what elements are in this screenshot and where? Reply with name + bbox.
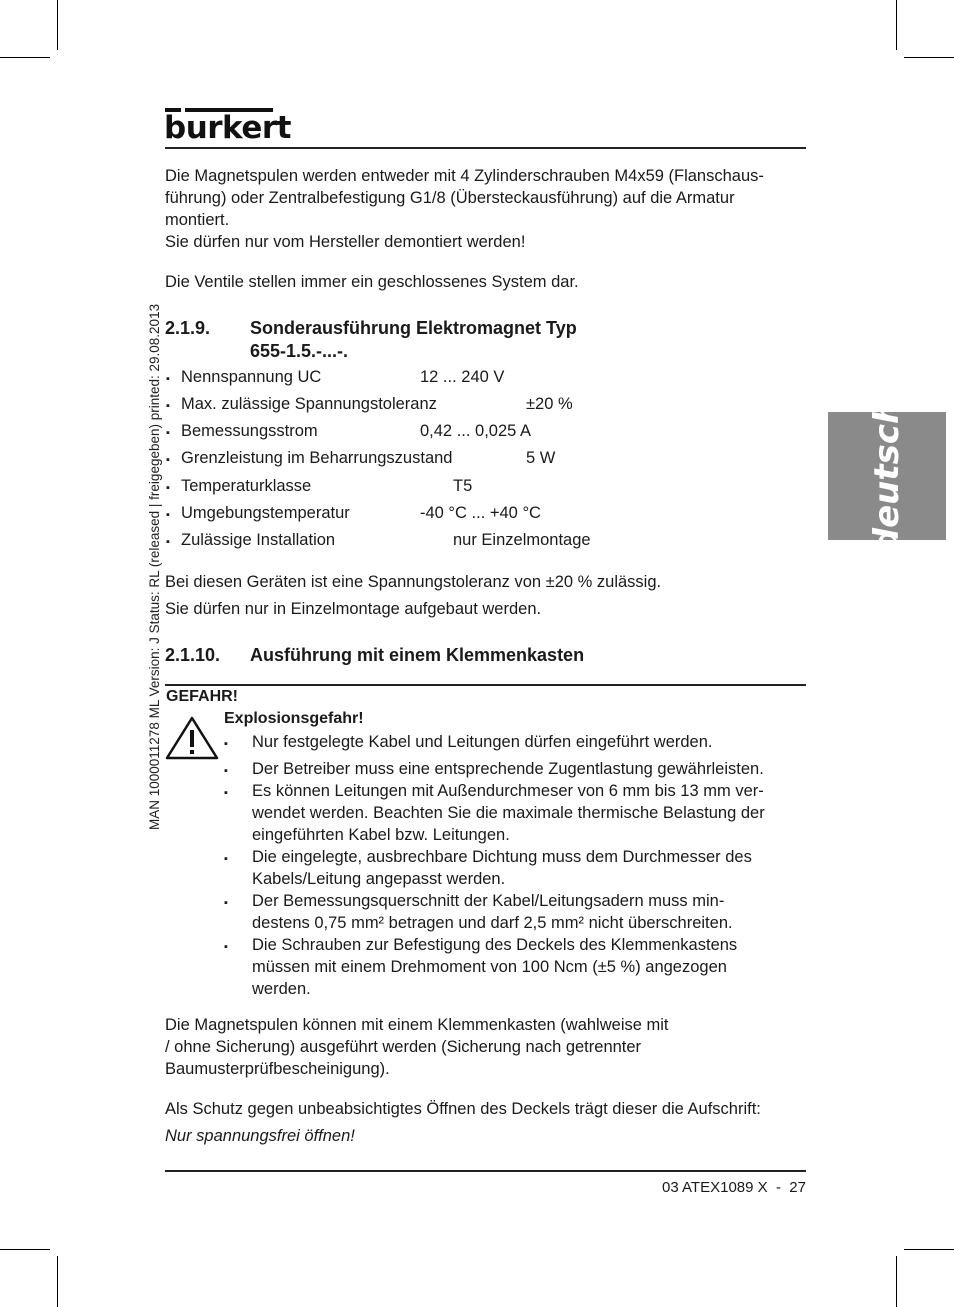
warning-label: GEFAHR! [166, 688, 238, 705]
warning-title: Explosionsgefahr! [224, 710, 364, 727]
spec-label: Grenzleistung im Beharrungszustand [181, 449, 453, 467]
body-line: / ohne Sicherung) ausgeführt werden (Sicherung nach getrennter [165, 1038, 642, 1056]
spec-value: 12 ... 240 V [420, 368, 505, 386]
footer-rule [165, 1170, 806, 1172]
intro-paragraph: Die Ventile stellen immer ein geschlossenes System dar. [165, 273, 579, 291]
logo-text: burkert [164, 110, 291, 146]
header-rule [165, 147, 806, 149]
spec-label: Nennspannung UC [181, 368, 322, 386]
warning-item-line: Es können Leitungen mit Außendurchmeser von 6 mm bis 13 mm ver- [252, 782, 764, 800]
spec-value: 5 W [526, 449, 556, 467]
section-number: 2.1.10. [165, 645, 221, 665]
language-tab [828, 399, 946, 553]
spec-label: Max. zulässige Spannungstoleranz [181, 395, 437, 413]
spec-value: T5 [453, 477, 473, 495]
warning-item-line: wendet werden. Beachten Sie die maximale thermische Belastung der [252, 804, 765, 822]
crop-mark [0, 1249, 50, 1250]
section-note: Sie dürfen nur in Einzelmontage aufgebaut werden. [165, 600, 542, 618]
inscription-text: Nur spannungsfrei öffnen! [165, 1127, 355, 1145]
intro-line: Die Magnetspulen werden entweder mit 4 Zylinderschrauben M4x59 (Flanschaus- [165, 167, 764, 185]
section-note: Bei diesen Geräten ist eine Spannungstoleranz von ±20 % zulässig. [165, 573, 662, 591]
crop-mark [0, 57, 50, 58]
body-line: Baumusterprüfbescheinigung). [165, 1060, 390, 1078]
warning-item-line: Die Schrauben zur Befestigung des Deckels des Klemmenkastens [252, 936, 738, 954]
warning-item-line: werden. [252, 980, 311, 998]
crop-mark [896, 0, 897, 50]
spec-label: Umgebungstemperatur [181, 504, 350, 522]
body-line: Die Magnetspulen können mit einem Klemmenkasten (wahlweise mit [165, 1016, 669, 1034]
margin-note: MAN 1000011278 ML Version: J Status: RL (released | freigegeben) printed: 29.08.2013 [147, 303, 162, 830]
spec-value: ±20 % [526, 395, 573, 413]
warning-item-line: Nur festgelegte Kabel und Leitungen dürfen eingeführt werden. [252, 733, 713, 751]
spec-label: Zulässige Installation [181, 531, 336, 549]
spec-label: Temperaturklasse [181, 477, 312, 495]
section-number: 2.1.9. [165, 318, 211, 338]
intro-line: montiert. [165, 211, 230, 229]
warning-item-line: destens 0,75 mm² betragen und darf 2,5 mm² nicht überschreiten. [252, 914, 733, 932]
section-title: 655-1.5.-...-. [250, 341, 349, 361]
spec-value: 0,42 ... 0,025 A [420, 422, 532, 440]
warning-item-line: eingeführten Kabel bzw. Leitungen. [252, 826, 510, 844]
section-title: Ausführung mit einem Klemmenkasten [250, 645, 585, 665]
language-tab-label: deutsch [867, 399, 907, 553]
intro-line: führung) oder Zentralbefestigung G1/8 (Übersteckausführung) auf die Armatur [165, 189, 735, 207]
spec-value: nur Einzelmontage [453, 531, 591, 549]
warning-item-line: Der Betreiber muss eine entsprechende Zugentlastung gewährleisten. [252, 760, 764, 778]
crop-mark [896, 1256, 897, 1307]
intro-line: Sie dürfen nur vom Hersteller demontiert werden! [165, 233, 526, 251]
crop-mark [57, 0, 58, 50]
warning-item-line: Die eingelegte, ausbrechbare Dichtung muss dem Durchmesser des [252, 848, 752, 866]
crop-mark [904, 57, 954, 58]
crop-mark [904, 1249, 954, 1250]
warning-rule [165, 684, 806, 686]
footer-text: 03 ATEX1089 X - 27 [662, 1179, 806, 1196]
warning-item-line: Kabels/Leitung angepasst werden. [252, 870, 506, 888]
body-paragraph: Als Schutz gegen unbeabsichtigtes Öffnen des Deckels trägt dieser die Aufschrift: [165, 1100, 761, 1118]
warning-item-line: Der Bemessungsquerschnitt der Kabel/Leitungsadern muss min- [252, 892, 725, 910]
spec-label: Bemessungsstrom [181, 422, 318, 440]
warning-triangle-icon [165, 716, 219, 760]
warning-item-line: müssen mit einem Drehmoment von 100 Ncm (±5 %) angezogen [252, 958, 727, 976]
section-title: Sonderausführung Elektromagnet Typ [250, 318, 577, 338]
spec-value: -40 °C ... +40 °C [420, 504, 541, 522]
crop-mark [57, 1256, 58, 1307]
